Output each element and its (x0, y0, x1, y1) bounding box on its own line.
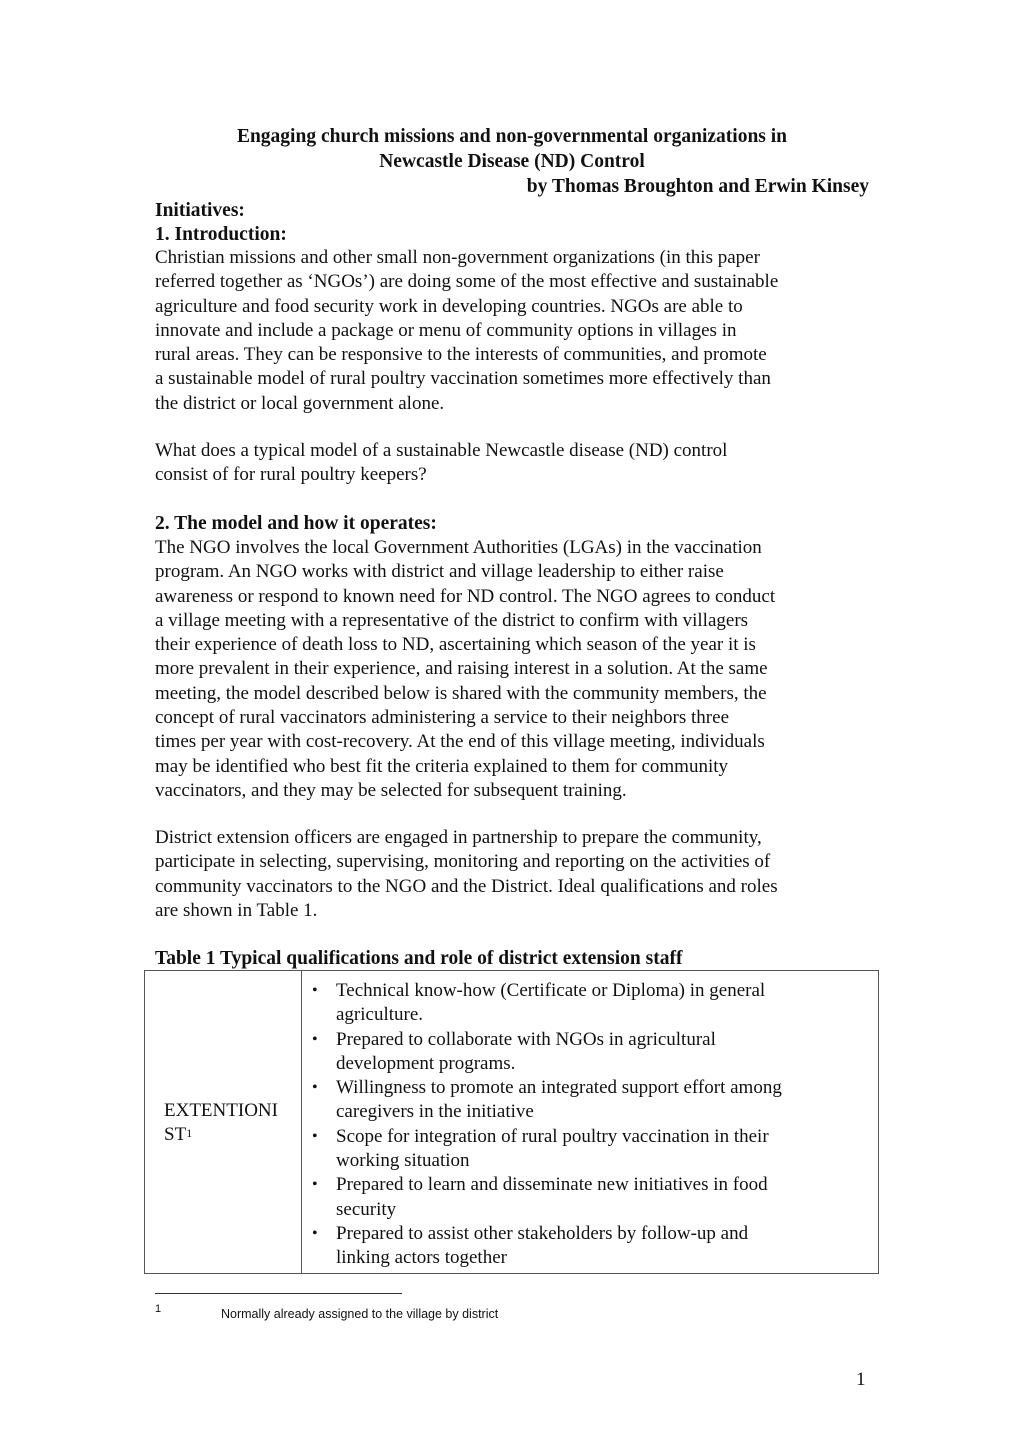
text-line: What does a typical model of a sustainable Newcastle disease (ND) control (155, 440, 728, 461)
row-label-line-text: ST (164, 1124, 187, 1146)
text-line: Technical know-how (Certificate or Diploma) in general (336, 980, 766, 1001)
bullet-icon: • (312, 1079, 318, 1097)
footnote-reference[interactable]: 1 (186, 1126, 193, 1141)
section-1-heading: 1. Introduction: (155, 224, 287, 245)
text-line: times per year with cost-recovery. At the end of this village meeting, individuals (155, 731, 765, 753)
list-item (312, 1076, 782, 1125)
text-line: more prevalent in their experience, and raising interest in a solution. At the same (155, 658, 768, 680)
table-row-label-cell (145, 971, 302, 1273)
document-title-line-2: Newcastle Disease (ND) Control (379, 151, 645, 172)
row-label-line (164, 1123, 278, 1147)
text-line: The NGO involves the local Government Authorities (LGAs) in the vaccination (155, 537, 762, 558)
title-block (155, 124, 869, 199)
text-line: awareness or respond to known need for ND control. The NGO agrees to conduct (155, 585, 776, 607)
qualifications-table (144, 970, 879, 1274)
list-item (312, 1222, 782, 1271)
text-line: Prepared to collaborate with NGOs in agricultural (336, 1028, 716, 1050)
text-line: District extension officers are engaged in partnership to prepare the community, (155, 827, 762, 848)
section-2-heading: 2. The model and how it operates: (155, 513, 437, 534)
text-line: concept of rural vaccinators administering a service to their neighbors three (155, 707, 729, 729)
text-line: are shown in Table 1. (155, 899, 318, 921)
text-line: consist of for rural poultry keepers? (155, 464, 427, 486)
text-line: may be identified who best fit the criteria explained to them for community (155, 755, 728, 777)
table-caption: Table 1 Typical qualifications and role of district extension staff (155, 948, 683, 969)
text-line: a village meeting with a representative of the district to confirm with villagers (155, 609, 749, 631)
text-line: Scope for integration of rural poultry vaccination in their (336, 1125, 769, 1147)
footnote-text: Normally already assigned to the village by district (221, 1307, 499, 1321)
text-line: caregivers in the initiative (336, 1101, 534, 1123)
text-line: security (336, 1198, 397, 1220)
text-line: meeting, the model described below is shared with the community members, the (155, 682, 767, 704)
text-line: working situation (336, 1150, 470, 1172)
text-line: participate in selecting, supervising, monitoring and reporting on the activities of (155, 851, 771, 873)
bullet-icon: • (312, 982, 318, 999)
text-line: referred together as ‘NGOs’) are doing some of the most effective and sustainable (155, 271, 779, 293)
bullet-icon: • (312, 1176, 318, 1194)
initiatives-heading: Initiatives: (155, 200, 245, 221)
text-line: the district or local government alone. (155, 392, 445, 414)
text-line: Willingness to promote an integrated support effort among (336, 1077, 782, 1099)
text-line: vaccinators, and they may be selected for subsequent training. (155, 779, 627, 801)
row-label-line: EXTENTIONI (164, 1100, 278, 1121)
text-line: program. An NGO works with district and village leadership to either raise (155, 561, 724, 583)
text-line: agriculture. (336, 1004, 424, 1026)
text-line: rural areas. They can be responsive to the interests of communities, and promote (155, 344, 767, 366)
list-item (312, 979, 782, 1028)
model-paragraph-1 (155, 536, 875, 803)
text-line: Prepared to assist other stakeholders by follow-up and (336, 1222, 749, 1244)
qualifications-list (312, 979, 782, 1271)
bullet-icon: • (312, 1224, 318, 1242)
footnote-separator (155, 1293, 402, 1294)
list-item (312, 1028, 782, 1077)
document-title-line-1: Engaging church missions and non-governmental organizations in (236, 126, 788, 147)
text-line: development programs. (336, 1052, 516, 1074)
document-authors: by Thomas Broughton and Erwin Kinsey (526, 176, 869, 197)
text-line: their experience of death loss to ND, ascertaining which season of the year it is (155, 634, 756, 656)
model-paragraph-2 (155, 826, 875, 923)
list-item (312, 1125, 782, 1174)
text-line: Christian missions and other small non-government organizations (in this paper (155, 247, 760, 268)
table-content-cell (302, 971, 878, 1273)
footnote-number: 1 (155, 1303, 162, 1315)
bullet-icon: • (312, 1127, 318, 1145)
intro-paragraph-1 (155, 246, 875, 416)
text-line: linking actors together (336, 1247, 507, 1269)
text-line: Prepared to learn and disseminate new initiatives in food (336, 1174, 768, 1196)
row-label (164, 1099, 278, 1148)
text-line: innovate and include a package or menu of community options in villages in (155, 319, 737, 341)
text-line: agriculture and food security work in developing countries. NGOs are able to (155, 295, 743, 317)
intro-paragraph-2 (155, 439, 875, 488)
text-line: a sustainable model of rural poultry vaccination sometimes more effectively than (155, 368, 771, 390)
page-number: 1 (856, 1369, 866, 1390)
bullet-icon: • (312, 1030, 318, 1048)
text-line: community vaccinators to the NGO and the District. Ideal qualifications and roles (155, 875, 778, 897)
list-item (312, 1173, 782, 1222)
